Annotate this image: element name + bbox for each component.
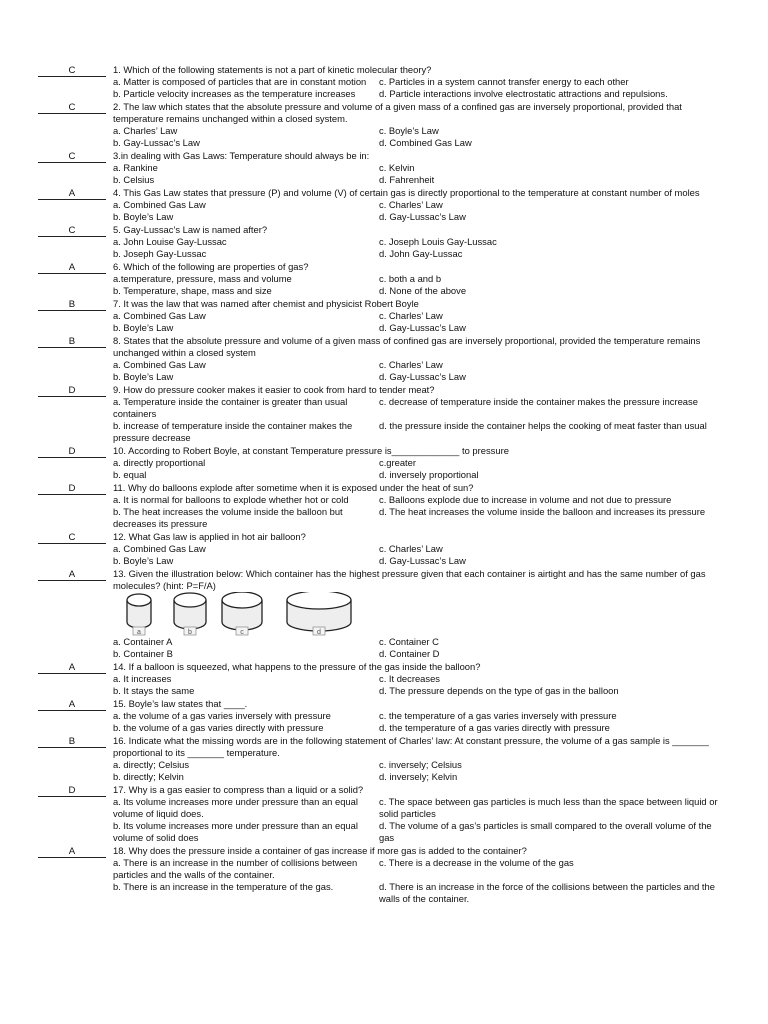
question-block — [0, 150, 768, 186]
answer-key: B — [38, 299, 106, 311]
question-stem: 11. Why do balloons explode after sometime when it is exposed under the heat of sun? — [113, 482, 474, 493]
question-block — [0, 735, 768, 783]
question-stem: 5. Gay-Lussac’s Law is named after? — [113, 224, 268, 235]
answer-key: B — [38, 336, 106, 348]
answer-key: C — [38, 65, 106, 77]
options-grid — [113, 673, 728, 697]
answer-option: c. Charles’ Law — [379, 199, 443, 210]
answer-option: d. Gay-Lussac’s Law — [379, 555, 466, 566]
answer-option: c. Particles in a system cannot transfer energy to each other — [379, 76, 629, 87]
question-block — [0, 784, 768, 844]
answer-option: b. Temperature, shape, mass and size — [113, 285, 272, 296]
answer-option: a. Container A — [113, 636, 173, 647]
question-block — [0, 845, 768, 905]
options-grid — [113, 125, 728, 149]
answer-option: a. Combined Gas Law — [113, 359, 206, 370]
question-stem: 4. This Gas Law states that pressure (P) and volume (V) of certain gas is directly proportional to the temperature at constant number of moles — [113, 187, 700, 198]
answer-option: a. Rankine — [113, 162, 158, 173]
answer-option: d. The pressure depends on the type of gas in the balloon — [379, 685, 619, 696]
question-block — [0, 698, 768, 734]
answer-option: d. Gay-Lussac’s Law — [379, 211, 466, 222]
answer-option: a. Charles’ Law — [113, 125, 178, 136]
container-d — [287, 592, 351, 636]
answer-option: c.greater — [379, 457, 416, 468]
question-stem: 10. According to Robert Boyle, at constant Temperature pressure is_____________ to pressure — [113, 445, 509, 456]
answer-option: d. Fahrenheit — [379, 174, 435, 185]
question-stem: 15. Boyle’s law states that ____. — [113, 698, 248, 709]
answer-option: c. It decreases — [379, 673, 440, 684]
answer-option: d. Combined Gas Law — [379, 137, 472, 148]
answer-key: B — [38, 736, 106, 748]
answer-option: b. Boyle’s Law — [113, 211, 174, 222]
question-block — [0, 64, 768, 100]
answer-option: b. Boyle’s Law — [113, 555, 174, 566]
options-grid — [113, 636, 728, 660]
answer-option: d. There is an increase in the force of the collisions between the particles and the walls of the container. — [379, 881, 715, 904]
containers-illustration — [113, 592, 768, 636]
answer-option: b. increase of temperature inside the container makes the pressure decrease — [113, 420, 353, 443]
answer-option: a. Matter is composed of particles that are in constant motion — [113, 76, 367, 87]
answer-option: a. There is an increase in the number of collisions between particles and the walls of the container. — [113, 857, 358, 880]
question-block — [0, 335, 768, 383]
question-stem: 6. Which of the following are properties of gas? — [113, 261, 309, 272]
answer-option: b. There is an increase in the temperature of the gas. — [113, 881, 334, 892]
answer-option: a. It increases — [113, 673, 172, 684]
question-block — [0, 101, 768, 149]
answer-option: a. John Louise Gay-Lussac — [113, 236, 227, 247]
answer-option: b. It stays the same — [113, 685, 195, 696]
options-grid — [113, 857, 728, 905]
answer-key: A — [38, 846, 106, 858]
answer-key: C — [38, 102, 106, 114]
answer-option: c. both a and b — [379, 273, 442, 284]
options-grid — [113, 396, 728, 444]
answer-option: a.temperature, pressure, mass and volume — [113, 273, 292, 284]
answer-option: b. Container B — [113, 648, 173, 659]
answer-key: C — [38, 151, 106, 163]
answer-option: a. Its volume increases more under pressure than an equal volume of liquid does. — [113, 796, 358, 819]
answer-option: a. It is normal for balloons to explode whether hot or cold — [113, 494, 349, 505]
answer-option: a. directly proportional — [113, 457, 206, 468]
answer-option: c. Boyle’s Law — [379, 125, 439, 136]
options-grid — [113, 236, 728, 260]
answer-option: c. The space between gas particles is much less than the space between liquid or solid particles — [379, 796, 718, 819]
question-stem: 7. It was the law that was named after chemist and physicist Robert Boyle — [113, 298, 419, 309]
answer-option: d. inversely proportional — [379, 469, 479, 480]
answer-option: b. The heat increases the volume inside the balloon but decreases its pressure — [113, 506, 343, 529]
answer-option: a. Combined Gas Law — [113, 199, 206, 210]
answer-key: C — [38, 532, 106, 544]
options-grid — [113, 494, 728, 530]
answer-option: c. Charles’ Law — [379, 310, 443, 321]
question-block — [0, 298, 768, 334]
options-grid — [113, 359, 728, 383]
answer-option: b. the volume of a gas varies directly with pressure — [113, 722, 324, 733]
answer-option: d. The heat increases the volume inside the balloon and increases its pressure — [379, 506, 706, 517]
question-stem: 3.in dealing with Gas Laws: Temperature should always be in: — [113, 150, 370, 161]
options-grid — [113, 310, 728, 334]
question-block — [0, 224, 768, 260]
question-block — [0, 384, 768, 444]
answer-option: c. inversely; Celsius — [379, 759, 462, 770]
question-block — [0, 445, 768, 481]
options-grid — [113, 710, 728, 734]
question-block — [0, 661, 768, 697]
answer-option: c. Balloons explode due to increase in volume and not due to pressure — [379, 494, 672, 505]
answer-option: a. directly; Celsius — [113, 759, 190, 770]
answer-option: d. Gay-Lussac’s Law — [379, 322, 466, 333]
answer-option: b. Particle velocity increases as the temperature increases — [113, 88, 356, 99]
container-label: d — [317, 629, 321, 636]
question-stem: 12. What Gas law is applied in hot air balloon? — [113, 531, 306, 542]
answer-option: c. Charles’ Law — [379, 359, 443, 370]
answer-key: A — [38, 699, 106, 711]
question-block — [0, 482, 768, 530]
answer-option: d. None of the above — [379, 285, 467, 296]
container-label: c — [240, 629, 244, 636]
question-stem: 13. Given the illustration below: Which container has the highest pressure given that each container is airtight and has the same number of gas molecules? (hint: P=F/A) — [113, 568, 706, 591]
question-stem: 18. Why does the pressure inside a container of gas increase if more gas is added to the container? — [113, 845, 527, 856]
answer-option: b. Boyle’s Law — [113, 322, 174, 333]
question-block — [0, 187, 768, 223]
options-grid — [113, 162, 728, 186]
answer-option: b. Its volume increases more under pressure than an equal volume of solid does — [113, 820, 358, 843]
answer-key: A — [38, 188, 106, 200]
options-grid — [113, 796, 728, 844]
answer-option: a. Temperature inside the container is greater than usual containers — [113, 396, 348, 419]
answer-key: A — [38, 262, 106, 274]
options-grid — [113, 759, 728, 783]
options-grid — [113, 457, 728, 481]
question-stem: 14. If a balloon is squeezed, what happens to the pressure of the gas inside the balloon? — [113, 661, 481, 672]
container-label: b — [188, 629, 192, 636]
options-grid — [113, 543, 728, 567]
options-grid — [113, 273, 728, 297]
question-stem: 17. Why is a gas easier to compress than a liquid or a solid? — [113, 784, 364, 795]
question-stem: 1. Which of the following statements is not a part of kinetic molecular theory? — [113, 64, 432, 75]
answer-key: D — [38, 385, 106, 397]
answer-option: d. Container D — [379, 648, 440, 659]
answer-option: b. equal — [113, 469, 147, 480]
container-a — [127, 594, 151, 636]
answer-key: A — [38, 569, 106, 581]
answer-option: d. the temperature of a gas varies directly with pressure — [379, 722, 610, 733]
answer-option: c. Kelvin — [379, 162, 415, 173]
answer-option: b. Celsius — [113, 174, 155, 185]
answer-option: b. Boyle’s Law — [113, 371, 174, 382]
container-c — [222, 592, 262, 636]
answer-key: D — [38, 785, 106, 797]
answer-key: C — [38, 225, 106, 237]
options-grid — [113, 76, 728, 100]
answer-option: a. Combined Gas Law — [113, 310, 206, 321]
answer-key: D — [38, 483, 106, 495]
question-block — [0, 531, 768, 567]
container-b — [174, 593, 206, 636]
answer-option: a. Combined Gas Law — [113, 543, 206, 554]
answer-option: c. decrease of temperature inside the container makes the pressure increase — [379, 396, 698, 407]
answer-option: c. There is a decrease in the volume of the gas — [379, 857, 574, 868]
answer-option: c. Container C — [379, 636, 439, 647]
answer-option: c. the temperature of a gas varies inversely with pressure — [379, 710, 617, 721]
answer-key: D — [38, 446, 106, 458]
question-stem: 2. The law which states that the absolute pressure and volume of a given mass of a confined gas are inversely proportional, provided that temperature remains unchanged within a closed system. — [113, 101, 682, 124]
quiz-sheet — [0, 64, 768, 906]
answer-option: c. Joseph Louis Gay-Lussac — [379, 236, 497, 247]
question-block — [0, 261, 768, 297]
answer-option: d. The volume of a gas’s particles is small compared to the overall volume of the gas — [379, 820, 712, 843]
container-label: a — [137, 629, 141, 636]
question-stem: 16. Indicate what the missing words are in the following statement of Charles’ law: At constant pressure, the volume of a gas sample is _______ proportional to its _______ temperature. — [113, 735, 709, 758]
answer-option: b. Joseph Gay-Lussac — [113, 248, 207, 259]
answer-option: b. Gay-Lussac’s Law — [113, 137, 200, 148]
answer-option: d. inversely; Kelvin — [379, 771, 458, 782]
answer-option: b. directly; Kelvin — [113, 771, 184, 782]
answer-option: c. Charles’ Law — [379, 543, 443, 554]
question-stem: 8. States that the absolute pressure and volume of a given mass of confined gas are inversely proportional, provided the temperature remains unchanged within a closed system — [113, 335, 701, 358]
question-block — [0, 568, 768, 660]
options-grid — [113, 199, 728, 223]
answer-option: d. Gay-Lussac’s Law — [379, 371, 466, 382]
answer-option: a. the volume of a gas varies inversely with pressure — [113, 710, 331, 721]
answer-option: d. Particle interactions involve electrostatic attractions and repulsions. — [379, 88, 668, 99]
answer-key: A — [38, 662, 106, 674]
question-stem: 9. How do pressure cooker makes it easier to cook from hard to tender meat? — [113, 384, 435, 395]
answer-option: d. John Gay-Lussac — [379, 248, 463, 259]
answer-option: d. the pressure inside the container helps the cooking of meat faster than usual — [379, 420, 707, 431]
